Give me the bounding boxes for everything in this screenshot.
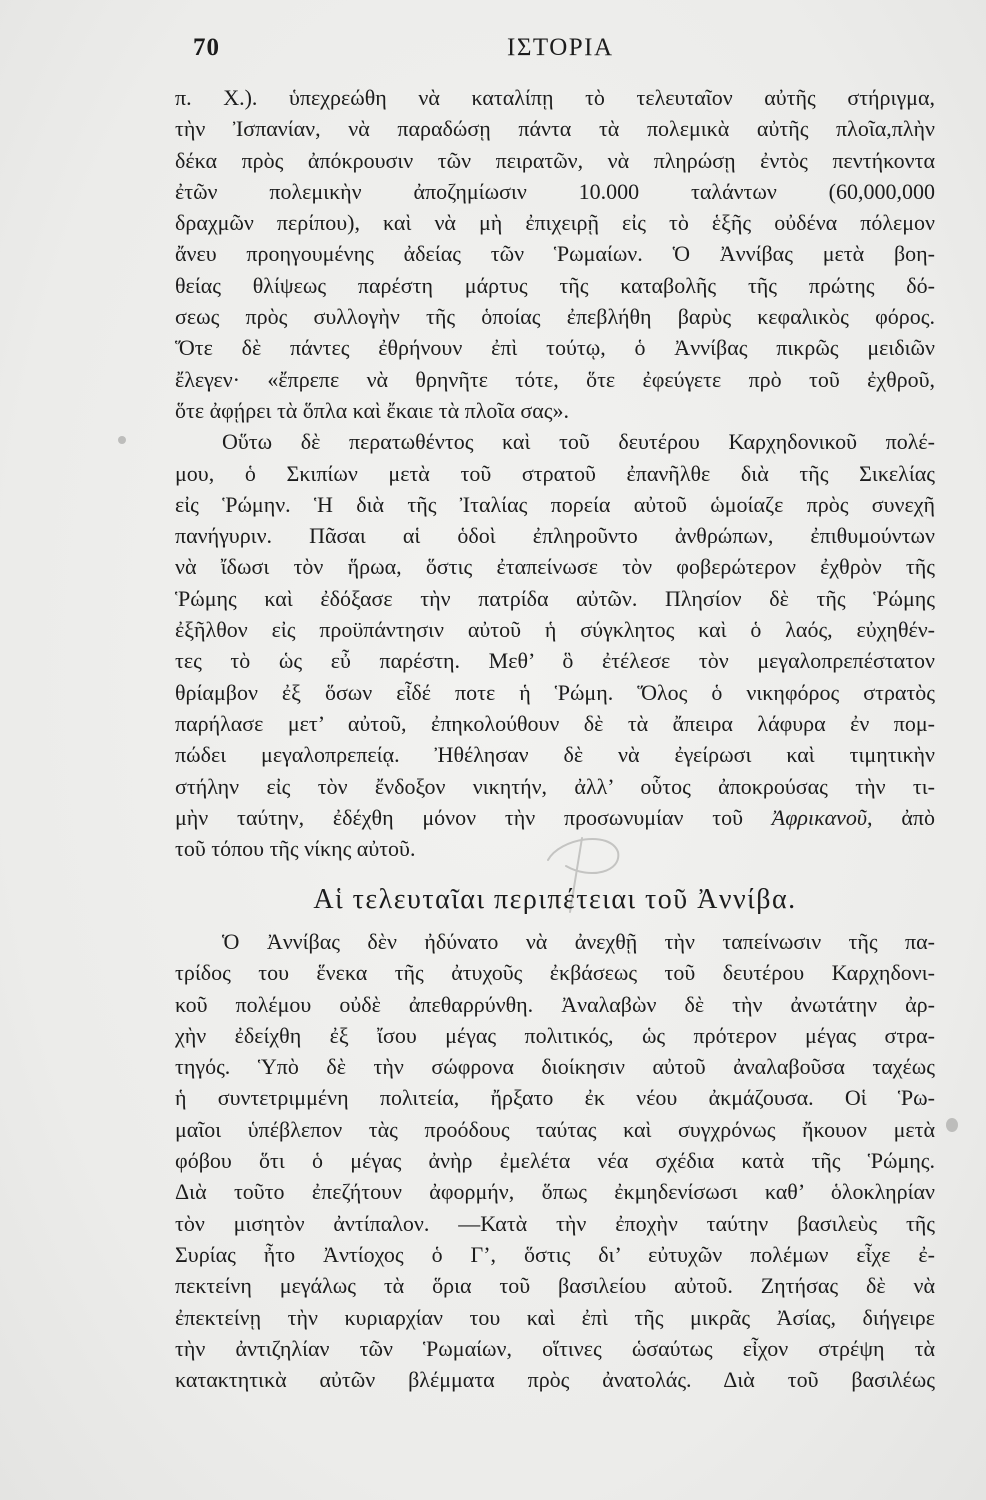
- running-title: ΙΣΤΟΡΙΑ: [507, 34, 614, 61]
- text-line: μου, ὁ Σκιπίων μετὰ τοῦ στρατοῦ ἐπανῆλθε διὰ τῆς Σικελίας: [175, 460, 935, 486]
- text-run: μὴν ταύτην, ἐδέχθη μόνον τὴν προσωνυμίαν τοῦ: [175, 804, 772, 830]
- text-line: πώδει μεγαλοπρεπείᾳ. Ἠθέλησαν δὲ νὰ ἐγείρωσι καὶ τιμητικὴν: [175, 742, 935, 768]
- italic-term: Ἀφρικανοῦ: [771, 804, 868, 830]
- text-line: εἰς Ῥώμην. Ἡ διὰ τῆς Ἰταλίας πορεία αὐτοῦ ὡμοίαζε πρὸς συνεχῆ: [175, 491, 935, 517]
- page-number: 70: [193, 34, 220, 61]
- text-line: Οὕτω δὲ περατωθέντος καὶ τοῦ δευτέρου Καρχηδονικοῦ πολέ-: [222, 429, 935, 455]
- text-line: μαῖοι ὑπέβλεπον τὰς προόδους ταύτας καὶ συγχρόνως ἤκουον μετὰ: [175, 1116, 935, 1142]
- text-line: δέκα πρὸς ἀπόκρουσιν τῶν πειρατῶν, νὰ πληρώσῃ ἐντὸς πεντήκοντα: [175, 147, 935, 173]
- paragraph-1: [175, 82, 935, 426]
- text-line: κοῦ πολέμου οὐδὲ ἀπεθαρρύνθη. Ἀναλαβὼν δὲ τὴν ἀνωτάτην ἀρ-: [175, 991, 935, 1017]
- text-line: ὅτε ἀφῄρει τὰ ὅπλα καὶ ἔκαιε τὰ πλοῖα σας».: [175, 397, 569, 423]
- text-line: Διὰ τοῦτο ἐπεζήτουν ἀφορμήν, ὅπως ἐκμηδενίσωσι καθ’ ὁλοκληρίαν: [175, 1179, 935, 1205]
- paragraph-3: [175, 926, 935, 1395]
- text-line: Ὁ Ἀννίβας δὲν ἠδύνατο νὰ ἀνεχθῇ τὴν ταπείνωσιν τῆς πα-: [222, 929, 935, 954]
- paragraph-2: [175, 426, 935, 864]
- text-line: ἡ συντετριμμένη πολιτεία, ἤρξατο ἐκ νέου ἀκμάζουσα. Οἱ Ῥω-: [175, 1085, 935, 1111]
- text-line: νὰ ἴδωσι τὸν ἥρωα, ὅστις ἐταπείνωσε τὸν φοβερώτερον ἐχθρὸν τῆς: [175, 554, 935, 580]
- text-line: θείας θλίψεως παρέστη μάρτυς τῆς καταβολῆς τῆς πρώτης δό-: [175, 272, 935, 298]
- text-line: Συρίας ἦτο Ἀντίοχος ὁ Γ’, ὅστις δι’ εὐτυχῶν πολέμων εἶχε ἐ-: [175, 1241, 935, 1267]
- scan-speck: [118, 436, 126, 444]
- text-line: θρίαμβον ἐξ ὅσων εἶδέ ποτε ἡ Ῥώμη. Ὅλος ὁ νικηφόρος στρατὸς: [175, 679, 935, 705]
- text-line: ἐπεκτείνῃ τὴν κυριαρχίαν του καὶ ἐπὶ τῆς μικρᾶς Ἀσίας, διήγειρε: [175, 1304, 935, 1330]
- text-line: π. Χ.). ὑπεχρεώθη νὰ καταλίπῃ τὸ τελευταῖον αὐτῆς στήριγμα,: [175, 85, 935, 110]
- text-line: παρήλασε μετ’ αὐτοῦ, ἐπηκολούθουν δὲ τὰ ἄπειρα λάφυρα ἐν πομ-: [175, 710, 935, 736]
- text-line: δραχμῶν περίπου), καὶ νὰ μὴ ἐπιχειρῇ εἰς τὸ ἑξῆς οὐδένα πόλεμον: [175, 210, 935, 236]
- text-line: Ῥώμης καὶ ἐδόξασε τὴν πατρίδα αὐτῶν. Πλησίον δὲ τῆς Ῥώμης: [175, 585, 935, 611]
- text-line: τοῦ τόπου τῆς νίκης αὐτοῦ.: [175, 836, 416, 862]
- text-column-upper: [175, 82, 935, 864]
- text-line: ἄνευ προηγουμένης ἀδείας τῶν Ῥωμαίων. Ὁ Ἀννίβας μετὰ βοη-: [175, 241, 935, 267]
- text-line: τὸν μισητὸν ἀντίπαλον. —Κατὰ τὴν ἐποχὴν ταύτην βασιλεὺς τῆς: [175, 1210, 935, 1236]
- text-line: Ὅτε δὲ πάντες ἐθρήνουν ἐπὶ τούτῳ, ὁ Ἀννίβας πικρῶς μειδιῶν: [175, 335, 935, 361]
- text-line: τρίδος του ἕνεκα τῆς ἀτυχοῦς ἐκβάσεως τοῦ δευτέρου Καρχηδονι-: [175, 960, 935, 986]
- text-line: σεως πρὸς συλλογὴν τῆς ὁποίας ἐπεβλήθη βαρὺς κεφαλικὸς φόρος.: [175, 304, 935, 330]
- text-line: ἐτῶν πολεμικὴν ἀποζημίωσιν 10.000 ταλάντων (60,000,000: [175, 178, 935, 204]
- text-line: τες τὸ ὡς εὖ παρέστη. Μεθ’ ὃ ἐτέλεσε τὸν μεγαλοπρεπέστατον: [175, 648, 935, 674]
- text-line: φόβου ὅτι ὁ μέγας ἀνὴρ ἐμελέτα νέα σχέδια κατὰ τῆς Ῥώμης.: [175, 1148, 935, 1174]
- text-run: , ἀπὸ: [867, 804, 935, 830]
- text-line: πεκτείνη μεγάλως τὰ ὅρια τοῦ βασιλείου αὐτοῦ. Ζητήσας δὲ νὰ: [175, 1273, 935, 1299]
- section-heading: Αἱ τελευταῖαι περιπέτειαι τοῦ Ἀννίβα.: [313, 884, 797, 915]
- text-line: τὴν ἀντιζηλίαν τῶν Ῥωμαίων, οἵτινες ὡσαύτως εἶχον στρέψη τὰ: [175, 1335, 935, 1361]
- scan-speck: [946, 1118, 958, 1132]
- text-line: κατακτητικὰ αὐτῶν βλέμματα πρὸς ἀνατολάς. Διὰ τοῦ βασιλέως: [175, 1367, 935, 1393]
- text-line: τηγός. Ὑπὸ δὲ τὴν σώφρονα διοίκησιν αὐτοῦ ἀναλαβοῦσα ταχέως: [175, 1054, 935, 1080]
- text-line: τὴν Ἰσπανίαν, νὰ παραδώσῃ πάντα τὰ πολεμικὰ αὐτῆς πλοῖα,πλὴν: [175, 116, 935, 142]
- text-line: ἐξῆλθον εἰς προϋπάντησιν αὐτοῦ ἡ σύγκλητος καὶ ὁ λαός, εὐχηθέν-: [175, 617, 935, 643]
- text-line: στήλην εἰς τὸν ἔνδοξον νικητήν, ἀλλ’ οὗτος ἀποκρούσας τὴν τι-: [175, 773, 935, 799]
- text-line: ἔλεγεν· «ἔπρεπε νὰ θρηνῆτε τότε, ὅτε ἐφεύγετε πρὸ τοῦ ἐχθροῦ,: [175, 366, 935, 392]
- text-line: πανήγυριν. Πᾶσαι αἱ ὁδοὶ ἐπληροῦντο ἀνθρώπων, ἐπιθυμούντων: [175, 523, 935, 549]
- text-line: χὴν ἐδείχθη ἐξ ἴσου μέγας πολιτικός, ὡς πρότερον μέγας στρα-: [175, 1022, 935, 1048]
- text-column-lower: [175, 926, 935, 1395]
